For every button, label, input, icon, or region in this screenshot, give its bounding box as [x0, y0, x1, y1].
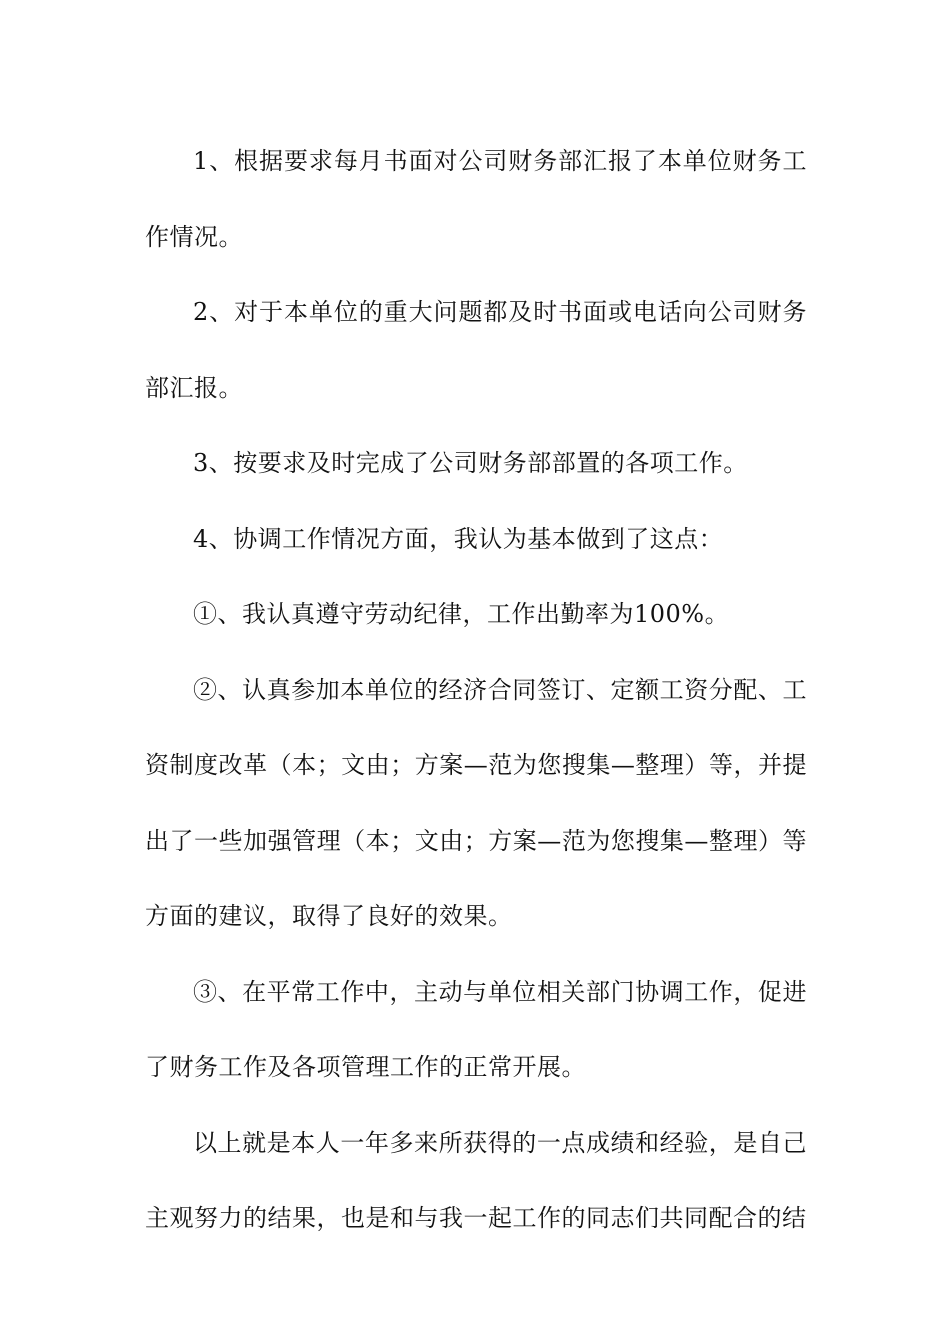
paragraph-4: 4、协调工作情况方面，我认为基本做到了这点： [193, 524, 724, 553]
paragraph-8: 以上就是本人一年多来所获得的一点成绩和经验，是自己主观努力的结果，也是和与我一起工作的同志们共同配合的结 [145, 1128, 807, 1232]
document-body [145, 124, 807, 1257]
paragraph-7: ③、在平常工作中，主动与单位相关部门协调工作，促进了财务工作及各项管理工作的正常开展。 [145, 977, 807, 1081]
paragraph-2: 2、对于本单位的重大问题都及时书面或电话向公司财务部汇报。 [145, 298, 807, 402]
paragraph-3: 3、按要求及时完成了公司财务部部置的各项工作。 [193, 449, 748, 477]
paragraph-1: 1、根据要求每月书面对公司财务部汇报了本单位财务工作情况。 [145, 147, 807, 251]
paragraph-6: ②、认真参加本单位的经济合同签订、定额工资分配、工资制度改革（本；文由；方案—范为您搜集—整理）等，并提出了一些加强管理（本；文由；方案—范为您搜集—整理）等方面的建议，取得了良好的效果。 [145, 675, 807, 930]
paragraph-5: ①、我认真遵守劳动纪律，工作出勤率为100%。 [193, 600, 730, 628]
